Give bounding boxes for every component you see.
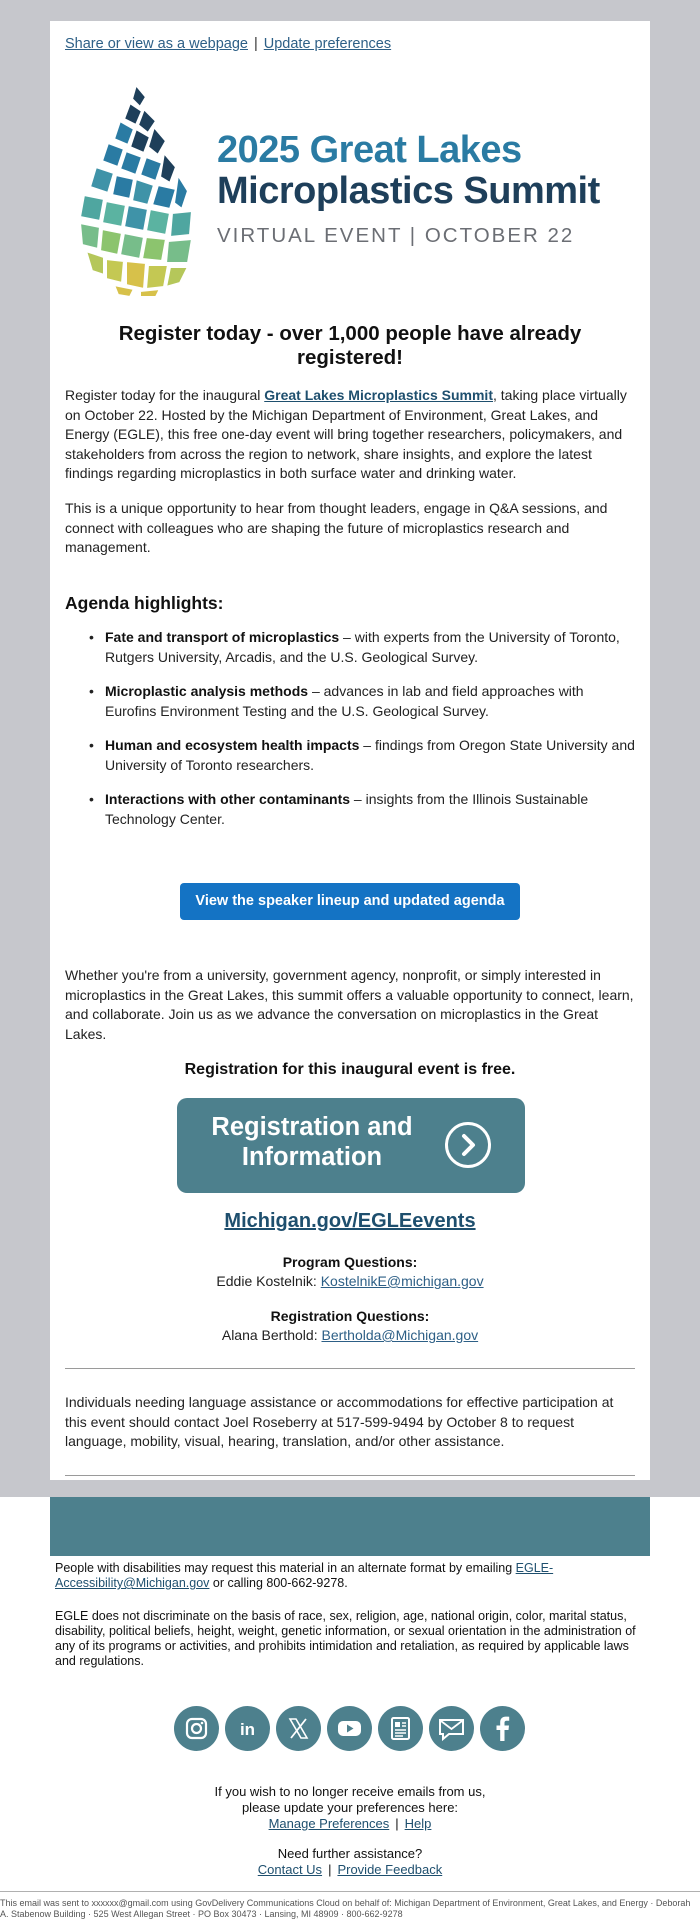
agenda-item-detail: – insights from the Illinois Sustainable Technology Center.: [105, 791, 589, 827]
program-contact-name: Eddie Kostelnik:: [216, 1273, 321, 1289]
unsubscribe-line2: please update your preferences here:: [241, 1800, 459, 1815]
share-webpage-link[interactable]: Share or view as a webpage: [65, 36, 248, 52]
agenda-item-title: Human and ecosystem health impacts: [105, 737, 360, 753]
intro-text-continued: , taking place virtually on October 22. Hosted by the Michigan Department of Environment, Great Lakes, and Energy (EGLE), this free one-day event will bring together researchers, policymakers, and stakeholders from across the region to network, share insights, and explore the latest findings regarding microplastics in both surface water and drinking water.: [65, 387, 627, 481]
header-links: [65, 36, 391, 52]
alternate-format-note: [55, 1561, 645, 1591]
agenda-item-detail: – findings from Oregon State University and University of Toronto researchers.: [105, 737, 635, 773]
update-preferences-link[interactable]: Update preferences: [263, 36, 392, 52]
registration-button-line1: Registration and: [211, 1113, 413, 1141]
logo-subtitle: VIRTUAL EVENT | OCTOBER 22: [217, 224, 575, 247]
chevron-right-icon: [445, 1122, 491, 1168]
alternate-format-phone: or calling 800-662-9278.: [209, 1576, 348, 1590]
registration-contact-email[interactable]: Bertholda@Michigan.gov: [321, 1327, 479, 1343]
help-link[interactable]: Help: [404, 1816, 432, 1831]
free-registration-note: Registration for this inaugural event is free.: [184, 1061, 516, 1078]
agenda-item: [65, 628, 635, 667]
assistance-line: Need further assistance?: [277, 1846, 423, 1861]
agenda-item: [65, 736, 635, 775]
youtube-icon[interactable]: [327, 1706, 372, 1751]
registration-button-line2: Information: [241, 1143, 383, 1171]
email-card: [50, 21, 650, 1480]
instagram-icon[interactable]: [174, 1706, 219, 1751]
intro-paragraph-1: [65, 386, 635, 484]
agenda-item: [65, 682, 635, 721]
agenda-item-detail: – with experts from the University of Toronto, Rutgers University, Arcadis, and the U.S. Geological Survey.: [105, 629, 620, 665]
contact-us-link[interactable]: Contact Us: [257, 1862, 323, 1877]
program-contact-email[interactable]: KostelnikE@michigan.gov: [320, 1273, 484, 1289]
divider: [65, 1368, 635, 1369]
x-icon[interactable]: [276, 1706, 321, 1751]
water-drop-logo-icon: [74, 79, 204, 299]
footer-banner: [50, 1497, 650, 1556]
agenda-item: [65, 790, 635, 829]
newsletter-icon[interactable]: [378, 1706, 423, 1751]
agenda-list: [65, 628, 635, 844]
agenda-item-detail: – advances in lab and field approaches with Eurofins Environment Testing and the U.S. Geological Survey.: [105, 683, 584, 719]
agenda-item-title: Fate and transport of microplastics: [105, 629, 340, 645]
registration-button-label: [187, 1112, 437, 1172]
logo-title-line2: Microplastics Summit: [217, 170, 600, 212]
program-questions: [65, 1253, 635, 1291]
registration-info-button[interactable]: [177, 1098, 525, 1193]
unsubscribe-block: [0, 1784, 700, 1832]
unsubscribe-line1: If you wish to no longer receive emails from us,: [214, 1784, 486, 1799]
logo-title-line1: 2025 Great Lakes: [217, 129, 522, 171]
assistance-links: [0, 1862, 700, 1878]
footer-separator: |: [395, 1816, 399, 1831]
assistance-block: [0, 1846, 700, 1878]
summit-logo-title: [217, 130, 637, 248]
facebook-icon[interactable]: [480, 1706, 525, 1751]
divider: [65, 1475, 635, 1476]
registration-contact-name: Alana Berthold:: [221, 1327, 322, 1343]
accessibility-paragraph: Individuals needing language assistance or accommodations for effective participation at this event should contact Joel Roseberry at 517-599-9494 by October 8 to request language, mobility, visual, hearing, translation, and/or other assistance.: [65, 1394, 614, 1449]
page-headline: Register today - over 1,000 people have already registered!: [118, 322, 582, 369]
egle-events-link[interactable]: Michigan.gov/EGLEevents: [224, 1210, 476, 1232]
preferences-links: [0, 1816, 700, 1832]
program-questions-heading: Program Questions:: [282, 1254, 418, 1270]
provide-feedback-link[interactable]: Provide Feedback: [337, 1862, 443, 1877]
registration-questions-heading: Registration Questions:: [270, 1308, 430, 1324]
header-separator: |: [253, 36, 258, 52]
alternate-format-text: People with disabilities may request this material in an alternate format by emailing: [55, 1561, 516, 1575]
svg-text:in: in: [239, 1720, 256, 1739]
agenda-heading: Agenda highlights:: [65, 593, 224, 613]
sender-fineprint: This email was sent to xxxxxx@gmail.com using GovDelivery Communications Cloud on behalf of: Michigan Department of Environment, Great Lakes, and Energy · Deborah A. Stabenow Building · 525 West Allegan Street · PO Box 30473 · Lansing, MI 48909 · 800-662-9278: [0, 1898, 691, 1919]
manage-preferences-link[interactable]: Manage Preferences: [268, 1816, 390, 1831]
email-icon[interactable]: [429, 1706, 474, 1751]
intro-paragraph-2: This is a unique opportunity to hear from thought leaders, engage in Q&A sessions, and connect with colleagues who are shaping the future of microplastics research and management.: [65, 500, 608, 555]
accessibility-email-link[interactable]: EGLE-Accessibility@Michigan.gov: [55, 1561, 554, 1590]
registration-questions: [65, 1307, 635, 1345]
intro-text: Register today for the inaugural: [65, 387, 265, 403]
summit-link[interactable]: Great Lakes Microplastics Summit: [264, 387, 493, 403]
egle-events-link-wrap: [65, 1210, 635, 1233]
agenda-item-title: Interactions with other contaminants: [105, 791, 351, 807]
footer-separator: |: [328, 1862, 332, 1877]
footer-divider: [0, 1891, 700, 1892]
agenda-item-title: Microplastic analysis methods: [105, 683, 309, 699]
closing-paragraph: Whether you're from a university, government agency, nonprofit, or simply interested in microplastics in the Great Lakes, this summit offers a valuable opportunity to connect, learn, and collaborate. Join us as we advance the conversation on microplastics in the Great Lakes.: [65, 967, 634, 1042]
speaker-lineup-button[interactable]: View the speaker lineup and updated agenda: [180, 883, 520, 920]
nondiscrimination-statement: EGLE does not discriminate on the basis of race, sex, religion, age, national origin, color, marital status, disability, political beliefs, height, weight, genetic information, or sexual orientation in the administration of any of its programs or activities, and prohibits intimidation and retaliation, as required by applicable laws and regulations.: [55, 1609, 636, 1668]
linkedin-icon[interactable]: [225, 1706, 270, 1751]
